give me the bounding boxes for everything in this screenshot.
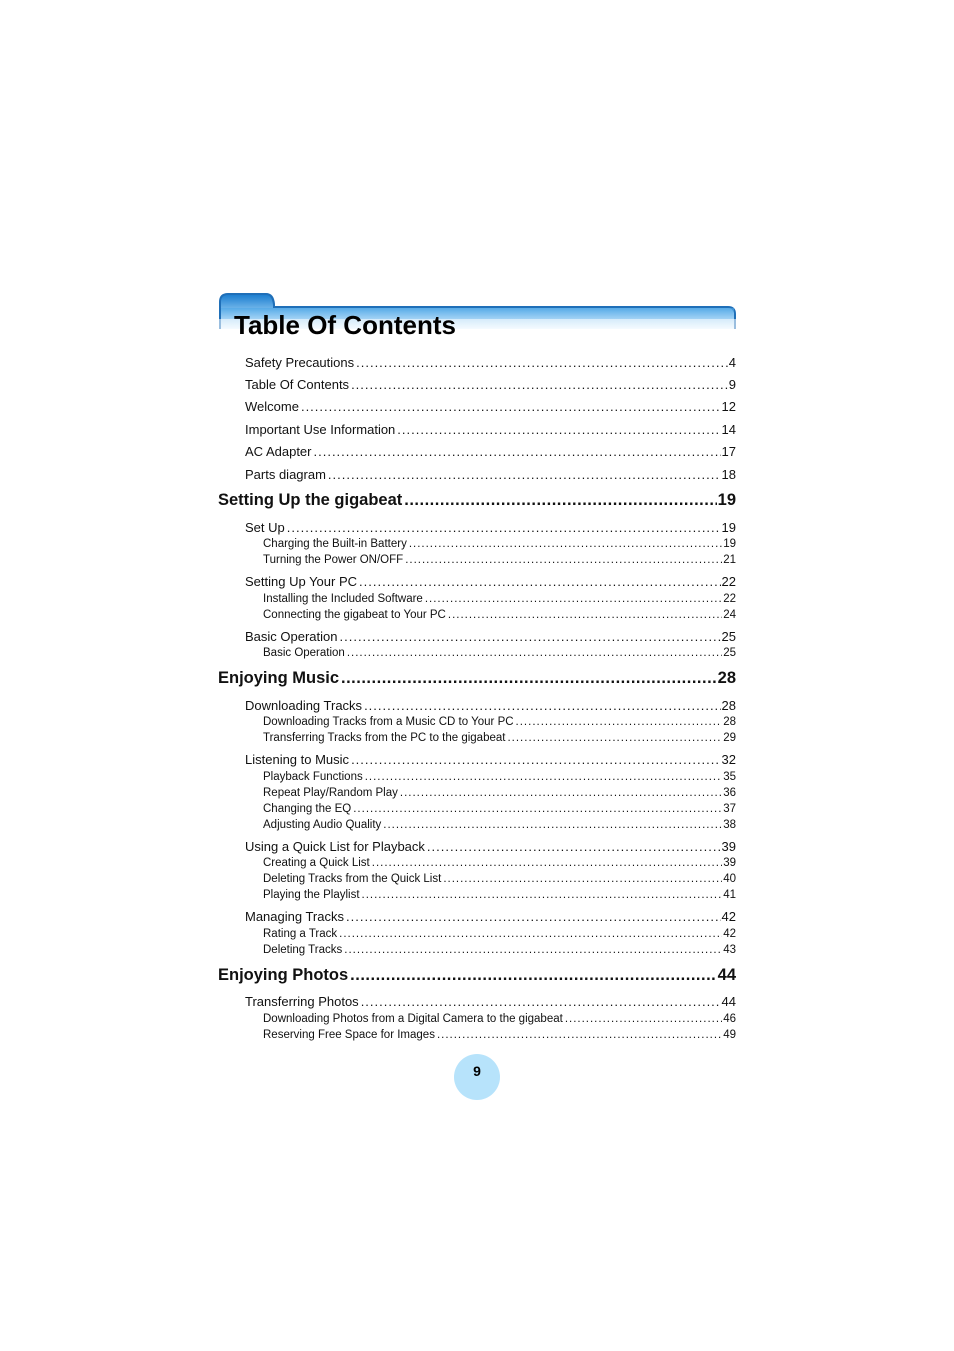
toc-entry[interactable] <box>245 574 736 589</box>
toc-entry-label: Enjoying Photos <box>218 966 349 984</box>
toc-entry[interactable] <box>263 771 736 783</box>
toc-entry-page: 36 <box>723 787 736 799</box>
toc-entry-label: Setting Up the gigabeat <box>218 491 403 509</box>
dot-leader <box>339 928 722 940</box>
toc-entry[interactable] <box>245 355 736 370</box>
dot-leader <box>372 857 722 869</box>
toc-entry[interactable] <box>245 399 736 414</box>
toc-entry-label: Charging the Built-in Battery <box>263 538 407 550</box>
dot-leader <box>507 732 722 744</box>
toc-entry[interactable] <box>245 752 736 767</box>
toc-entry-label: Basic Operation <box>245 629 338 644</box>
toc-entry-label: Deleting Tracks from the Quick List <box>263 873 442 885</box>
dot-leader <box>361 994 721 1009</box>
toc-entry-label: Connecting the gigabeat to Your PC <box>263 609 446 621</box>
toc-entry-page: 25 <box>721 629 736 644</box>
toc-entry-label: Reserving Free Space for Images <box>263 1029 435 1041</box>
toc-entry-label: Basic Operation <box>263 647 345 659</box>
dot-leader <box>383 819 722 831</box>
toc-entry[interactable] <box>263 1029 736 1041</box>
dot-leader <box>437 1029 722 1041</box>
toc-entry-label: Turning the Power ON/OFF <box>263 554 404 566</box>
toc-entry-label: Important Use Information <box>245 422 396 437</box>
toc-entry-label: Creating a Quick List <box>263 857 370 869</box>
toc-entry-page: 38 <box>723 819 736 831</box>
toc-entry-page: 35 <box>723 771 736 783</box>
dot-leader <box>287 520 721 535</box>
dot-leader <box>365 771 722 783</box>
dot-leader <box>353 803 722 815</box>
toc-entry-page: 21 <box>723 554 736 566</box>
toc-entry-page: 44 <box>717 966 736 984</box>
toc-entry[interactable] <box>263 857 736 869</box>
dot-leader <box>328 467 721 482</box>
dot-leader <box>565 1013 722 1025</box>
toc-entry[interactable] <box>245 444 736 459</box>
toc-entry-label: Repeat Play/Random Play <box>263 787 398 799</box>
toc-entry[interactable] <box>263 819 736 831</box>
toc-entry-page: 14 <box>721 422 736 437</box>
dot-leader <box>364 698 720 713</box>
dot-leader <box>301 399 721 414</box>
toc-entry[interactable] <box>263 716 736 728</box>
toc-entry-page: 43 <box>723 944 736 956</box>
dot-leader <box>397 422 720 437</box>
toc-entry-page: 28 <box>721 698 736 713</box>
dot-leader <box>359 574 721 589</box>
toc-entry[interactable] <box>263 609 736 621</box>
toc-entry-page: 24 <box>723 609 736 621</box>
toc-entry[interactable] <box>245 467 736 482</box>
toc-entry[interactable] <box>245 422 736 437</box>
toc-entry-label: Installing the Included Software <box>263 593 423 605</box>
toc-entry[interactable] <box>263 538 736 550</box>
dot-leader <box>405 554 722 566</box>
toc-section-heading[interactable] <box>218 669 736 688</box>
toc-entry[interactable] <box>263 889 736 901</box>
toc-entry-label: Transferring Photos <box>245 994 359 1009</box>
dot-leader <box>346 909 721 924</box>
toc-entry[interactable] <box>263 944 736 956</box>
toc-entry-page: 18 <box>721 467 736 482</box>
dot-leader <box>409 538 722 550</box>
dot-leader <box>404 491 716 510</box>
toc-entry-label: Downloading Tracks <box>245 698 363 713</box>
toc-entry[interactable] <box>245 909 736 924</box>
toc-entry-page: 42 <box>723 928 736 940</box>
toc-entry-page: 4 <box>728 355 736 370</box>
dot-leader <box>443 873 722 885</box>
toc-entry-page: 49 <box>723 1029 736 1041</box>
toc-entry-page: 19 <box>723 538 736 550</box>
toc-entry[interactable] <box>263 873 736 885</box>
dot-leader <box>344 944 722 956</box>
toc-entry-label: Enjoying Music <box>218 669 340 687</box>
dot-leader <box>448 609 722 621</box>
toc-entry-label: Playing the Playlist <box>263 889 360 901</box>
toc-entry[interactable] <box>263 803 736 815</box>
dot-leader <box>347 647 722 659</box>
dot-leader <box>356 355 728 370</box>
dot-leader <box>427 839 721 854</box>
dot-leader <box>341 669 717 688</box>
toc-entry-label: Rating a Track <box>263 928 338 940</box>
toc-entry-page: 28 <box>717 669 736 687</box>
toc-entry-label: Downloading Tracks from a Music CD to Your PC <box>263 716 514 728</box>
toc-entry-page: 19 <box>717 491 736 509</box>
toc-entry-page: 40 <box>723 873 736 885</box>
toc-entry-page: 39 <box>721 839 736 854</box>
toc-entry-label: Deleting Tracks <box>263 944 343 956</box>
toc-entry-label: Downloading Photos from a Digital Camera to the gigabeat <box>263 1013 563 1025</box>
toc-entry-label: Changing the EQ <box>263 803 352 815</box>
toc-entry-page: 39 <box>723 857 736 869</box>
toc-entry-page: 19 <box>721 520 736 535</box>
dot-leader <box>362 889 723 901</box>
toc-entry-page: 44 <box>721 994 736 1009</box>
toc-entry[interactable] <box>263 647 736 659</box>
toc-entry[interactable] <box>245 520 736 535</box>
toc-entry[interactable] <box>245 698 736 713</box>
page-number-badge: 9 <box>454 1054 500 1100</box>
toc-entry-page: 22 <box>721 574 736 589</box>
toc-entry-label: Using a Quick List for Playback <box>245 839 425 854</box>
dot-leader <box>351 377 728 392</box>
toc-entry-label: Table Of Contents <box>245 377 350 392</box>
toc-entry[interactable] <box>245 994 736 1009</box>
toc-entry-page: 25 <box>723 647 736 659</box>
toc-entry-page: 41 <box>723 889 736 901</box>
toc-entry[interactable] <box>263 732 736 744</box>
toc-entry-page: 46 <box>723 1013 736 1025</box>
toc-entry-label: Parts diagram <box>245 467 326 482</box>
toc-entry-label: Set Up <box>245 520 285 535</box>
dot-leader <box>400 787 722 799</box>
toc-entry-page: 29 <box>723 732 736 744</box>
toc-entry-label: Welcome <box>245 399 299 414</box>
dot-leader <box>340 629 721 644</box>
toc-entry-page: 9 <box>728 377 736 392</box>
toc-entry-label: Managing Tracks <box>245 909 344 924</box>
dot-leader <box>350 966 716 985</box>
toc-entry-page: 32 <box>721 752 736 767</box>
toc-section-heading[interactable] <box>218 491 736 510</box>
toc-section-heading[interactable] <box>218 966 736 985</box>
toc-entry-page: 17 <box>721 444 736 459</box>
toc-entry-page: 28 <box>723 716 736 728</box>
dot-leader <box>516 716 723 728</box>
dot-leader <box>314 444 721 459</box>
toc-entry[interactable] <box>263 787 736 799</box>
toc-entry-label: Adjusting Audio Quality <box>263 819 382 831</box>
toc-entry-label: Transferring Tracks from the PC to the gigabeat <box>263 732 506 744</box>
toc-entry-label: Setting Up Your PC <box>245 574 358 589</box>
toc-entry[interactable] <box>263 593 736 605</box>
toc-entry[interactable] <box>263 1013 736 1025</box>
toc-entry[interactable] <box>263 928 736 940</box>
toc-entry-page: 22 <box>723 593 736 605</box>
toc-entry-page: 42 <box>721 909 736 924</box>
page-title: Table Of Contents <box>234 310 456 340</box>
toc-entry-page: 12 <box>721 399 736 414</box>
dot-leader <box>351 752 720 767</box>
toc-entry-label: Safety Precautions <box>245 355 355 370</box>
toc-entry[interactable] <box>245 629 736 644</box>
toc-entry[interactable] <box>263 554 736 566</box>
dot-leader <box>425 593 722 605</box>
toc-entry-page: 37 <box>723 803 736 815</box>
toc-entry-label: Listening to Music <box>245 752 350 767</box>
toc-entry[interactable] <box>245 377 736 392</box>
toc-entry-label: AC Adapter <box>245 444 312 459</box>
toc-entry[interactable] <box>245 839 736 854</box>
toc-entry-label: Playback Functions <box>263 771 363 783</box>
